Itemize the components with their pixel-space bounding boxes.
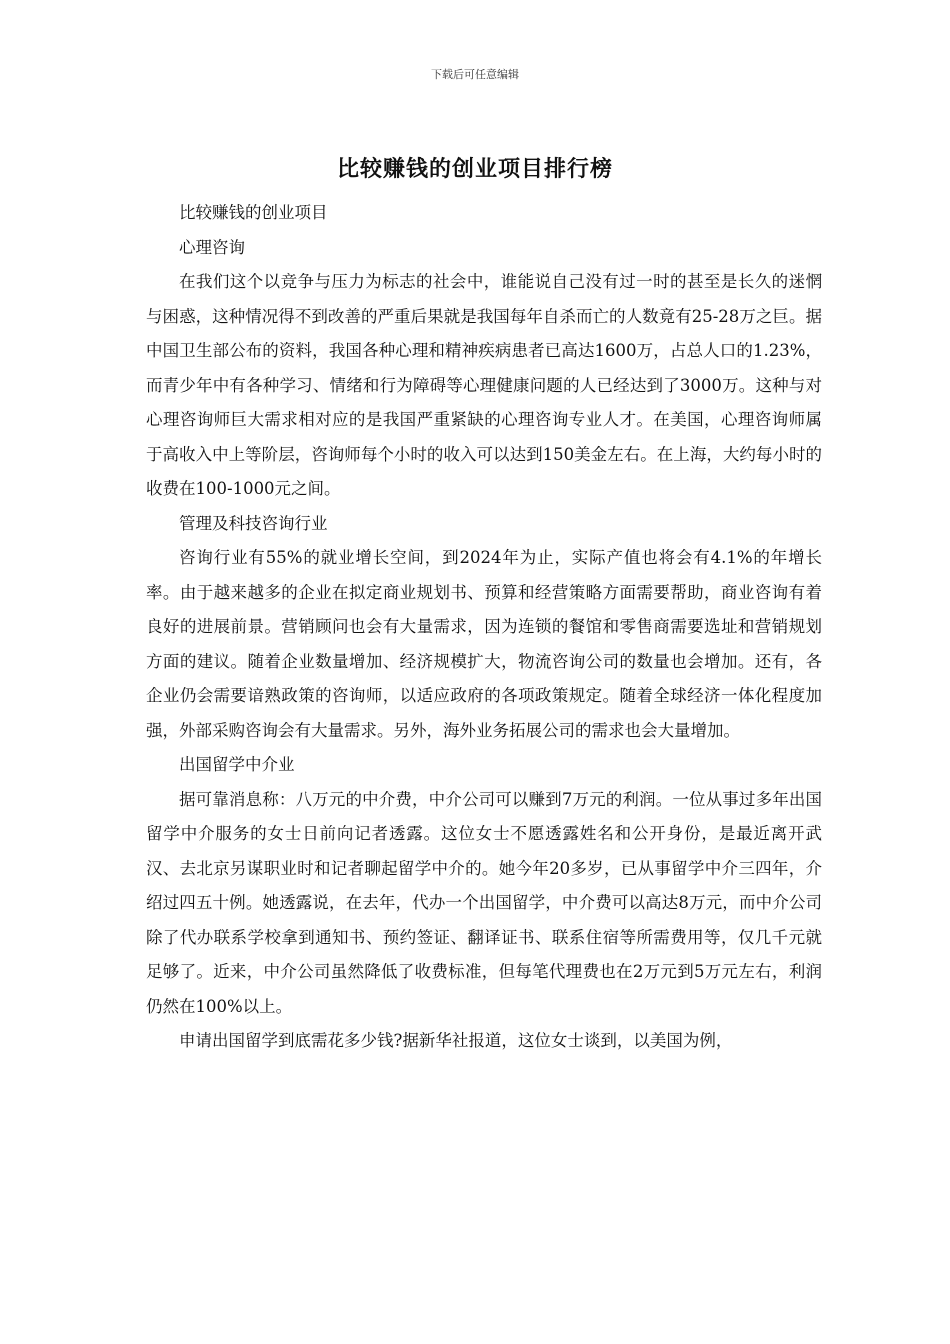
paragraph-consulting: 咨询行业有55%的就业增长空间，到2024年为止，实际产值也将会有4.1%的年增长率。由于越来越多的企业在拟定商业规划书、预算和经营策略方面需要帮助，商业咨询有着良好的进展前景。营销顾问也会有大量需求，因为连锁的餐馆和零售商需要选址和营销规划方面的建议。随着企业数量增加、经济规模扩大，物流咨询公司的数量也会增加。还有，各企业仍会需要谙熟政策的咨询师，以适应政府的各项政策规定。随着全球经济一体化程度加强，外部采购咨询会有大量需求。另外，海外业务拓展公司的需求也会大量增加。 [146,548,822,740]
subheading-study-abroad: 出国留学中介业 [179,755,295,774]
paragraph-study-abroad-cost: 申请出国留学到底需花多少钱?据新华社报道，这位女士谈到，以美国为例， [179,1031,733,1050]
paragraph-study-abroad: 据可靠消息称：八万元的中介费，中介公司可以赚到7万元的利润。一位从事过多年出国留学中介服务的女士日前向记者透露。这位女士不愿透露姓名和公开身份，是最近离开武汉、去北京另谋职业时和记者聊起留学中介的。她今年20多岁，已从事留学中介三四年，介绍过四五十例。她透露说，在去年，代办一个出国留学，中介费可以高达8万元，而中介公司除了代办联系学校拿到通知书、预约签证、翻译证书、联系住宿等所需费用等，仅几千元就足够了。近来，中介公司虽然降低了收费标准，但每笔代理费也在2万元到5万元左右，利润仍然在100%以上。 [146,789,822,1016]
document-body [146,196,822,1059]
header-note: 下载后可任意编辑 [431,68,519,81]
subheading-intro: 比较赚钱的创业项目 [179,203,328,222]
paragraph-psychology: 在我们这个以竞争与压力为标志的社会中，谁能说自己没有过一时的甚至是长久的迷惘与困惑，这种情况得不到改善的严重后果就是我国每年自杀而亡的人数竟有25-28万之巨。据中国卫生部公布的资料，我国各种心理和精神疾病患者已高达1600万，占总人口的1.23%，而青少年中有各种学习、情绪和行为障碍等心理健康问题的人已经达到了3000万。这种与对心理咨询师巨大需求相对应的是我国严重紧缺的心理咨询专业人才。在美国，心理咨询师属于高收入中上等阶层，咨询师每个小时的收入可以达到150美金左右。在上海，大约每小时的收费在100-1000元之间。 [146,272,822,498]
subheading-psychology: 心理咨询 [179,237,245,257]
page-title: 比较赚钱的创业项目排行榜 [336,157,613,182]
subheading-consulting: 管理及科技咨询行业 [179,513,328,533]
